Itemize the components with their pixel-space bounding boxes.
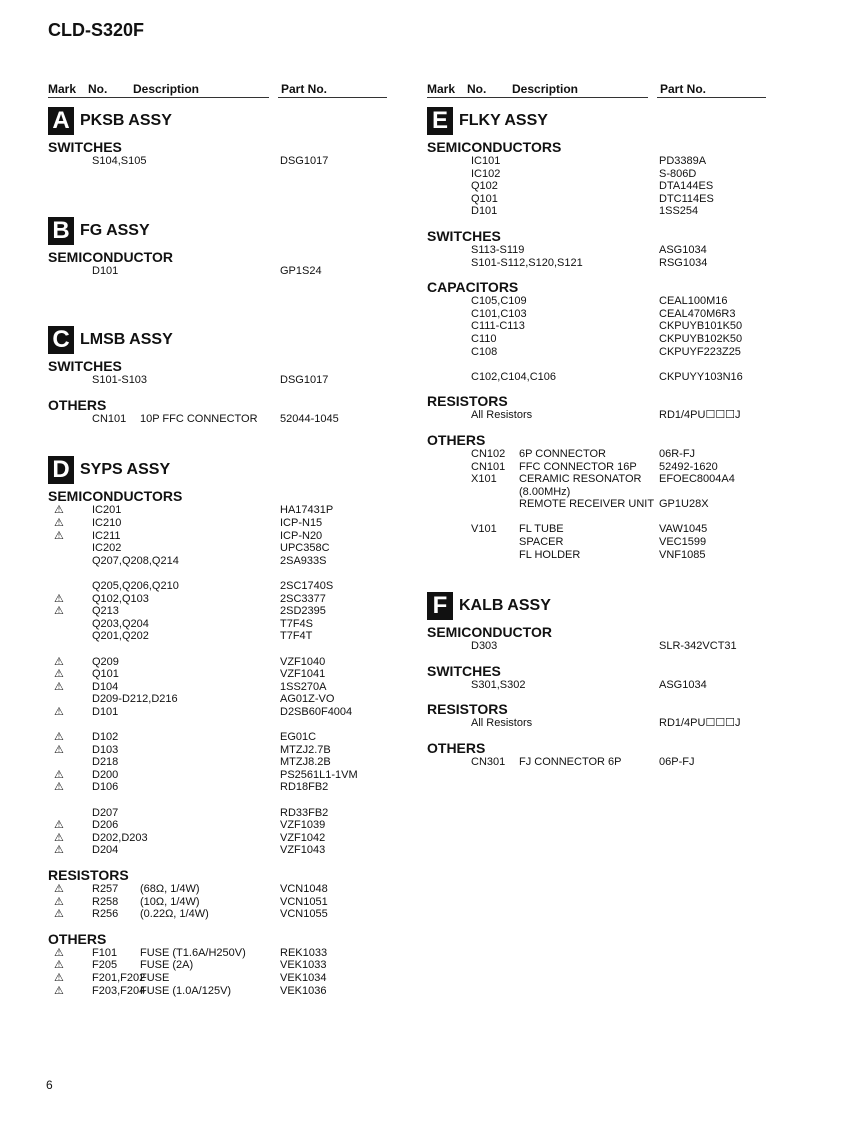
part-row (48, 896, 388, 909)
part-description: FJ CONNECTOR 6P (519, 756, 622, 769)
parts-list (48, 155, 388, 168)
parts-list (427, 409, 767, 422)
part-number: RD1/4PU☐☐☐J (659, 717, 741, 730)
part-ref: CN102 (471, 447, 506, 460)
row-spacer (427, 358, 767, 371)
assy-heading-f (427, 591, 767, 621)
model-title: CLD-S320F (48, 20, 145, 40)
part-number: DSG1017 (280, 374, 329, 387)
part-number: MTZJ2.7B (280, 743, 331, 756)
part-row (48, 542, 388, 555)
section-heading: SEMICONDUCTOR (48, 248, 173, 265)
part-number: 2SA933S (280, 554, 327, 567)
part-ref: C101,C103 (471, 307, 527, 320)
header-mark: Mark (427, 82, 456, 96)
part-number: 52492-1620 (659, 460, 718, 473)
part-ref: IC202 (92, 542, 122, 555)
part-number: 2SC3377 (280, 592, 326, 605)
part-row (427, 295, 767, 308)
part-number: D2SB60F4004 (280, 705, 353, 718)
part-number: ICP-N15 (280, 516, 323, 529)
part-ref: Q205,Q206,Q210 (92, 579, 179, 592)
section-heading: SWITCHES (427, 227, 501, 244)
part-number: T7F4S (280, 617, 314, 630)
header-no: No. (467, 82, 487, 96)
parts-list (427, 244, 767, 269)
caution-mark-icon: ⚠ (54, 655, 64, 668)
part-number: T7F4T (280, 630, 313, 643)
caution-mark-icon: ⚠ (54, 984, 64, 997)
assy-heading-b (48, 216, 388, 246)
part-number: RD18FB2 (280, 781, 329, 794)
part-number: AG01Z-VO (280, 693, 335, 706)
parts-list (48, 883, 388, 921)
caution-mark-icon: ⚠ (54, 592, 64, 605)
part-ref: D101 (92, 264, 119, 277)
header-no: No. (88, 82, 108, 96)
part-row (427, 168, 767, 181)
part-row (427, 320, 767, 333)
part-row (48, 504, 388, 517)
part-row (48, 844, 388, 857)
parts-list (427, 717, 767, 730)
part-row (427, 461, 767, 474)
part-ref: IC211 (92, 529, 121, 542)
part-ref: S301,S302 (471, 678, 526, 691)
part-ref: Q102 (471, 180, 498, 193)
part-ref: Q203,Q204 (92, 617, 149, 630)
part-row (48, 605, 388, 618)
caution-mark-icon: ⚠ (54, 605, 64, 618)
part-description: CERAMIC RESONATOR (519, 473, 642, 486)
part-ref: C111-C113 (471, 320, 525, 333)
part-number: GP1S24 (280, 264, 322, 277)
part-number: 1SS270A (280, 680, 327, 693)
section-heading: SEMICONDUCTORS (48, 488, 183, 505)
part-ref: F203,F204 (92, 984, 146, 997)
part-ref: V101 (471, 523, 497, 536)
part-ref: D303 (471, 640, 498, 653)
section-heading: OTHERS (48, 396, 107, 413)
part-number: VZF1043 (280, 844, 326, 857)
part-number: VCN1048 (280, 883, 328, 895)
part-row (427, 448, 767, 461)
header-part-no: Part No. (281, 82, 328, 96)
part-row (48, 756, 388, 769)
part-number: 06P-FJ (659, 756, 695, 769)
caution-mark-icon: ⚠ (54, 819, 64, 832)
part-ref: IC101 (471, 155, 501, 167)
part-ref: D204 (92, 844, 119, 857)
part-row (48, 769, 388, 782)
part-number: RD33FB2 (280, 806, 329, 819)
section-heading: SWITCHES (48, 139, 122, 155)
part-number: EFOEC8004A4 (659, 473, 735, 486)
assy-title: SYPS ASSY (80, 461, 171, 479)
row-spacer (48, 718, 388, 731)
part-row (48, 265, 388, 278)
part-ref: Q207,Q208,Q214 (92, 554, 179, 567)
header-underline (278, 97, 387, 98)
part-row (48, 413, 388, 426)
part-ref: CN101 (471, 460, 506, 473)
section-heading: RESISTORS (48, 867, 129, 883)
assy-letter: A (48, 107, 74, 135)
caution-mark-icon: ⚠ (54, 908, 64, 921)
part-ref: IC102 (471, 167, 501, 180)
part-ref: S101-S112,S120,S121 (471, 256, 583, 269)
part-number: UPC358C (280, 542, 330, 555)
header-underline (657, 97, 766, 98)
part-row (427, 155, 767, 168)
section-heading: SEMICONDUCTOR (427, 624, 552, 641)
part-description: 10P FFC CONNECTOR (140, 412, 258, 425)
part-row (427, 409, 767, 422)
part-number: CEAL470M6R3 (659, 307, 736, 320)
caution-mark-icon: ⚠ (54, 883, 64, 895)
part-row (427, 486, 767, 499)
part-number: CKPUYY103N16 (659, 370, 743, 383)
assy-letter: B (48, 217, 74, 245)
part-number: SLR-342VCT31 (659, 640, 737, 653)
part-ref: S113-S119 (471, 243, 525, 256)
part-ref: D104 (92, 680, 119, 693)
part-row (427, 498, 767, 511)
part-ref: F101 (92, 946, 118, 959)
part-ref: X101 (471, 473, 497, 486)
part-row (48, 681, 388, 694)
part-row (48, 618, 388, 631)
assy-title: KALB ASSY (459, 597, 551, 615)
part-row (427, 193, 767, 206)
assy-heading-e (427, 106, 767, 136)
part-row (48, 580, 388, 593)
part-ref: D207 (92, 806, 119, 819)
part-number: RSG1034 (659, 256, 708, 269)
part-number: DTA144ES (659, 180, 714, 193)
part-number: 2SD2395 (280, 605, 326, 618)
part-row (427, 371, 767, 384)
part-ref: D101 (92, 705, 119, 718)
part-number: RD1/4PU☐☐☐J (659, 409, 741, 422)
part-ref: Q209 (92, 655, 119, 668)
header-underline (427, 97, 648, 98)
part-number: VZF1039 (280, 819, 326, 832)
part-row (48, 656, 388, 669)
part-number: VAW1045 (659, 523, 708, 536)
part-ref: IC201 (92, 504, 122, 517)
section-heading: OTHERS (48, 930, 107, 947)
part-number: CKPUYF223Z25 (659, 345, 741, 358)
part-ref: CN101 (92, 412, 127, 425)
part-number: VEK1033 (280, 959, 327, 972)
part-number: S-806D (659, 167, 697, 180)
part-row (48, 693, 388, 706)
assy-title: FLKY ASSY (459, 112, 548, 129)
parts-list (427, 756, 767, 769)
part-row (427, 523, 767, 536)
part-ref: R258 (92, 895, 119, 908)
parts-list (427, 295, 767, 383)
part-row (48, 947, 388, 960)
part-ref: Q101 (92, 668, 119, 681)
row-spacer (48, 567, 388, 580)
row-spacer (427, 511, 767, 524)
part-row (48, 630, 388, 643)
part-row (427, 308, 767, 321)
part-ref: D106 (92, 781, 119, 794)
assy-title: FG ASSY (80, 221, 150, 239)
part-row (48, 744, 388, 757)
part-row (48, 668, 388, 681)
section-heading: RESISTORS (427, 701, 508, 718)
part-row (48, 706, 388, 719)
part-ref: All Resistors (471, 409, 533, 422)
part-description: FUSE (2A) (140, 959, 194, 972)
part-ref: Q213 (92, 605, 119, 618)
section-heading: SEMICONDUCTORS (427, 139, 562, 155)
part-row (48, 781, 388, 794)
part-ref: IC210 (92, 516, 122, 529)
part-row (427, 679, 767, 692)
part-row (48, 807, 388, 820)
part-row (427, 257, 767, 270)
parts-list (427, 640, 767, 653)
section-heading: SWITCHES (427, 662, 501, 679)
part-description: SPACER (519, 536, 564, 549)
parts-list (427, 679, 767, 692)
parts-list (48, 413, 388, 426)
part-row (48, 374, 388, 387)
part-number: REK1033 (280, 946, 328, 959)
header-underline (48, 97, 269, 98)
caution-mark-icon: ⚠ (54, 781, 64, 794)
part-description: (10Ω, 1/4W) (140, 895, 200, 908)
part-ref: D202,D203 (92, 831, 148, 844)
section-heading: CAPACITORS (427, 279, 519, 296)
section-heading: OTHERS (427, 431, 486, 448)
header-description: Description (133, 82, 200, 96)
assy-letter: D (48, 456, 74, 484)
part-number: VCN1055 (280, 908, 328, 921)
caution-mark-icon: ⚠ (54, 504, 64, 517)
part-ref: D206 (92, 819, 119, 832)
part-number: PS2561L1-1VM (280, 768, 358, 781)
part-ref: Q201,Q202 (92, 630, 149, 643)
part-ref: Q101 (471, 192, 498, 205)
part-description: FL HOLDER (519, 548, 581, 561)
part-ref: F205 (92, 959, 118, 972)
parts-list (48, 947, 388, 997)
assy-letter: F (427, 592, 453, 620)
part-ref: S104,S105 (92, 155, 147, 167)
part-row (48, 819, 388, 832)
assy-heading-c (48, 325, 388, 355)
part-number: ICP-N20 (280, 529, 323, 542)
part-number: VZF1040 (280, 655, 326, 668)
part-ref: C108 (471, 345, 498, 358)
part-ref: CN301 (471, 756, 506, 769)
page-number: 6 (46, 1078, 53, 1092)
part-row (427, 640, 767, 653)
part-number: VEK1034 (280, 971, 327, 984)
part-number: VEK1036 (280, 984, 327, 997)
assy-letter: C (48, 326, 74, 354)
part-ref: C105,C109 (471, 295, 527, 308)
part-ref: F201,F202 (92, 971, 146, 984)
part-ref: D102 (92, 731, 119, 744)
row-spacer (48, 794, 388, 807)
part-row (48, 593, 388, 606)
part-number: HA17431P (280, 504, 334, 517)
part-description: FUSE (1.0A/125V) (140, 984, 232, 997)
caution-mark-icon: ⚠ (54, 768, 64, 781)
part-ref: Q102,Q103 (92, 592, 149, 605)
part-row (427, 205, 767, 218)
part-ref: D103 (92, 743, 119, 756)
part-row (427, 180, 767, 193)
part-number: 1SS254 (659, 205, 699, 218)
caution-mark-icon: ⚠ (54, 668, 64, 681)
parts-list (48, 265, 388, 278)
section-heading: RESISTORS (427, 393, 508, 410)
part-row (48, 908, 388, 921)
part-ref: C110 (471, 332, 497, 345)
assy-heading-a (48, 106, 388, 136)
part-number: EG01C (280, 731, 317, 744)
part-number: 06R-FJ (659, 447, 696, 460)
section-heading: SWITCHES (48, 358, 122, 375)
part-number: MTZJ8.2B (280, 756, 331, 769)
header-description: Description (512, 82, 579, 96)
part-number: VCN1051 (280, 895, 328, 908)
row-spacer (48, 643, 388, 656)
part-row (48, 972, 388, 985)
caution-mark-icon: ⚠ (54, 743, 64, 756)
part-number: ASG1034 (659, 243, 707, 256)
part-row (427, 717, 767, 730)
caution-mark-icon: ⚠ (54, 680, 64, 693)
part-row (427, 473, 767, 486)
part-row (48, 731, 388, 744)
part-description: FUSE (T1.6A/H250V) (140, 946, 246, 959)
header-part-no: Part No. (660, 82, 707, 96)
part-ref: S101-S103 (92, 374, 148, 387)
caution-mark-icon: ⚠ (54, 529, 64, 542)
part-ref: R257 (92, 883, 119, 895)
column-header (48, 82, 388, 98)
part-number: DTC114ES (659, 192, 714, 205)
assy-title: PKSB ASSY (80, 112, 172, 129)
part-ref: D101 (471, 205, 498, 218)
part-row (427, 536, 767, 549)
assy-heading-d (48, 455, 388, 485)
caution-mark-icon: ⚠ (54, 831, 64, 844)
part-number: VEC1599 (659, 536, 707, 549)
part-description: (68Ω, 1/4W) (140, 883, 200, 895)
part-ref: D209-D212,D216 (92, 693, 178, 706)
caution-mark-icon: ⚠ (54, 516, 64, 529)
part-number: VZF1041 (280, 668, 326, 681)
part-ref: R256 (92, 908, 119, 921)
parts-list (48, 504, 388, 857)
part-description: FFC CONNECTOR 16P (519, 460, 637, 473)
section-heading: OTHERS (427, 740, 486, 757)
header-mark: Mark (48, 82, 77, 96)
part-number: DSG1017 (280, 155, 329, 167)
part-description: (0.22Ω, 1/4W) (140, 908, 209, 921)
part-number: PD3389A (659, 155, 707, 167)
caution-mark-icon: ⚠ (54, 959, 64, 972)
parts-list (427, 155, 767, 218)
parts-list (427, 448, 767, 561)
part-description: FUSE (140, 971, 170, 984)
caution-mark-icon: ⚠ (54, 971, 64, 984)
part-row (427, 549, 767, 562)
caution-mark-icon: ⚠ (54, 844, 64, 857)
part-row (48, 832, 388, 845)
assy-title: LMSB ASSY (80, 331, 173, 349)
part-number: 52044-1045 (280, 412, 339, 425)
right-column (427, 82, 767, 769)
part-description: REMOTE RECEIVER UNIT (519, 498, 655, 511)
part-row (48, 517, 388, 530)
part-row (48, 985, 388, 998)
part-number: VZF1042 (280, 831, 326, 844)
caution-mark-icon: ⚠ (54, 731, 64, 744)
part-row (427, 346, 767, 359)
part-row (48, 155, 388, 168)
parts-list (48, 374, 388, 387)
part-number: VNF1085 (659, 548, 706, 561)
part-number: CKPUYB101K50 (659, 320, 743, 333)
part-row (48, 555, 388, 568)
part-ref: D200 (92, 768, 119, 781)
part-row (427, 333, 767, 346)
part-row (48, 530, 388, 543)
part-row (48, 883, 388, 896)
caution-mark-icon: ⚠ (54, 946, 64, 959)
column-header (427, 82, 767, 98)
part-number: 2SC1740S (280, 579, 334, 592)
part-row (427, 756, 767, 769)
part-description: (8.00MHz) (519, 485, 571, 498)
part-description: FL TUBE (519, 523, 564, 536)
part-description: 6P CONNECTOR (519, 447, 607, 460)
part-ref: All Resistors (471, 717, 533, 730)
part-number: CEAL100M16 (659, 295, 728, 308)
assy-letter: E (427, 107, 453, 135)
part-number: GP1U28X (659, 498, 709, 511)
caution-mark-icon: ⚠ (54, 705, 64, 718)
part-ref: D218 (92, 756, 119, 769)
part-number: ASG1034 (659, 678, 707, 691)
part-ref: C102,C104,C106 (471, 370, 557, 383)
part-row (427, 244, 767, 257)
part-number: CKPUYB102K50 (659, 332, 743, 345)
part-row (48, 959, 388, 972)
caution-mark-icon: ⚠ (54, 895, 64, 908)
left-column (48, 82, 388, 997)
